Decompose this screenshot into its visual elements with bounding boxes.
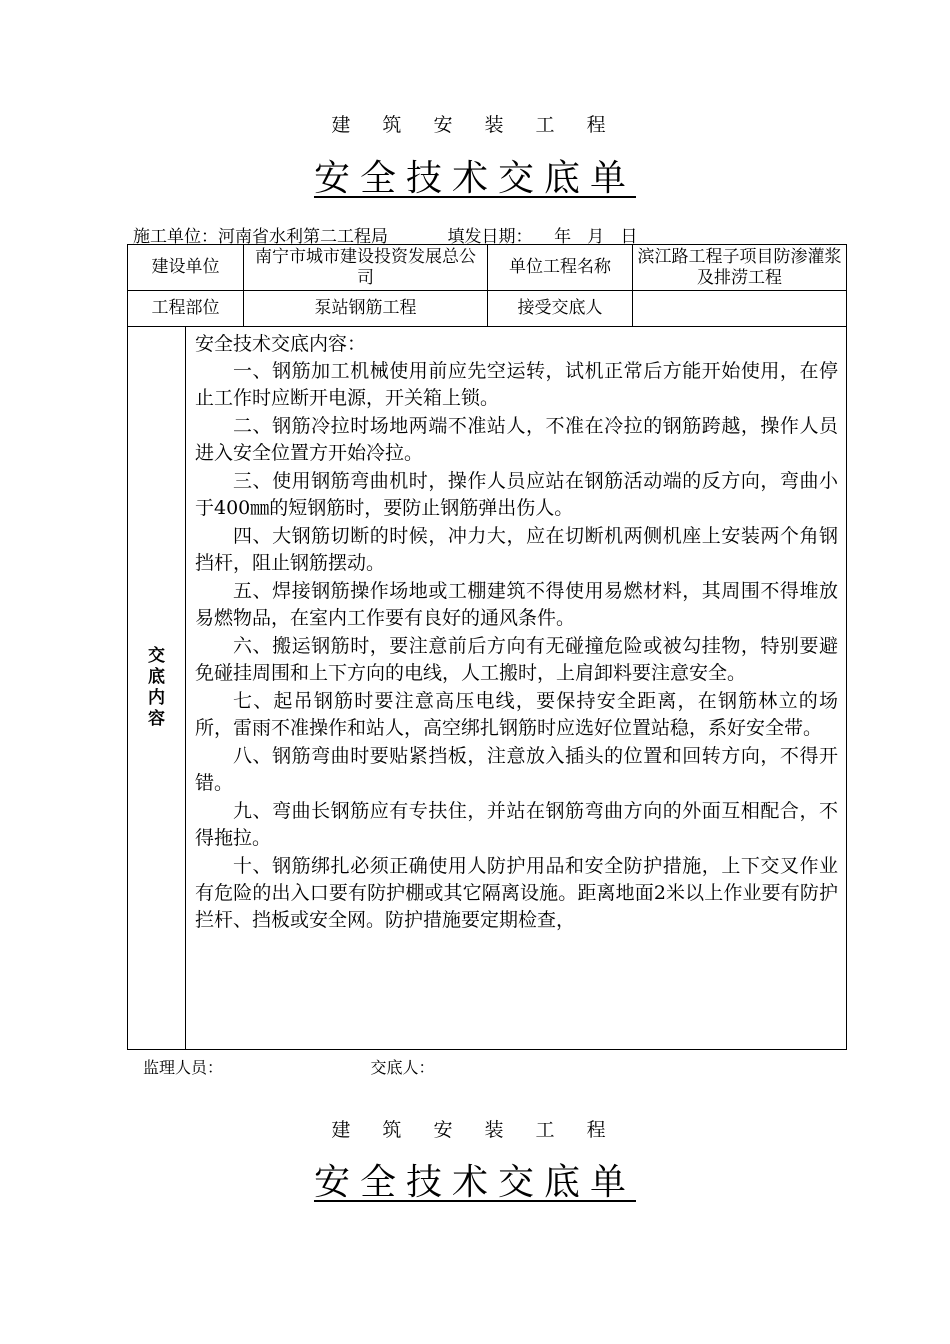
table-row-content [128, 327, 847, 1050]
label-project-part: 工程部位 [128, 291, 244, 327]
supervisor-label: 监理人员： [143, 1058, 224, 1077]
content-body [186, 327, 847, 1050]
content-heading: 安全技术交底内容： [195, 333, 367, 355]
table-row [128, 245, 847, 291]
list-item: 五、焊接钢筋操作场地或工棚建筑不得使用易燃材料，其周围不得堆放易燃物品，在室内工作要有良好的通风条件。 [195, 580, 838, 629]
label-recipient: 接受交底人 [488, 291, 633, 327]
list-item: 三、使用钢筋弯曲机时，操作人员应站在钢筋活动端的反方向，弯曲小于400㎜的短钢筋时，要防止钢筋弹出伤人。 [195, 470, 838, 519]
document-title: 安全技术交底单 [313, 158, 636, 199]
issue-date: 填发日期： 年 月 日 [447, 227, 638, 247]
list-item: 七、起吊钢筋时要注意高压电线，要保持安全距离，在钢筋林立的场所，雷雨不准操作和站人，高空绑扎钢筋时应选好位置站稳，系好安全带。 [195, 690, 838, 739]
list-item: 二、钢筋冷拉时场地两端不准站人，不准在冷拉的钢筋跨越，操作人员进入安全位置方开始冷拉。 [195, 415, 838, 464]
disclosure-form-table [127, 244, 847, 1050]
value-construction-client: 南宁市城市建设投资发展总公司 [244, 245, 488, 291]
list-item: 一、钢筋加工机械使用前应先空运转，试机正常后方能开始使用，在停止工作时应断开电源，开关箱上锁。 [195, 360, 838, 409]
list-item: 九、弯曲长钢筋应有专扶住，并站在钢筋弯曲方向的外面互相配合，不得拖拉。 [195, 800, 838, 849]
document-subtitle: 建 筑 安 装 工 程 [331, 114, 619, 136]
construction-unit: 施工单位：河南省水利第二工程局 [133, 227, 388, 247]
next-page-subtitle: 建 筑 安 装 工 程 [331, 1119, 619, 1141]
value-project-part: 泵站钢筋工程 [244, 291, 488, 327]
list-item: 十、钢筋绑扎必须正确使用人防护用品和安全防护措施，上下交叉作业有危险的出入口要有防护棚或其它隔离设施。距离地面2米以上作业要有防护拦杆、挡板或安全网。防护措施要定期检查， [195, 855, 838, 931]
list-item: 六、搬运钢筋时，要注意前后方向有无碰撞危险或被勾挂物，特别要避免碰挂周围和上下方向的电线，人工搬时，上肩卸料要注意安全。 [195, 635, 838, 684]
next-page-title: 安全技术交底单 [313, 1162, 636, 1203]
value-unit-project-name: 滨江路工程子项目防渗灌浆及排涝工程 [633, 245, 847, 291]
list-item: 八、钢筋弯曲时要贴紧挡板，注意放入插头的位置和回转方向，不得开错。 [195, 745, 838, 794]
list-item: 四、大钢筋切断的时候，冲力大，应在切断机两侧机座上安装两个角钢挡杆，阻止钢筋摆动。 [195, 525, 838, 574]
table-row [128, 291, 847, 327]
label-unit-project-name: 单位工程名称 [488, 245, 633, 291]
content-label: 交 底 内 容 [128, 327, 186, 1050]
value-recipient [633, 291, 847, 327]
label-construction-client: 建设单位 [128, 245, 244, 291]
footer-line [143, 1055, 435, 1078]
discloser-label: 交底人： [370, 1058, 435, 1077]
